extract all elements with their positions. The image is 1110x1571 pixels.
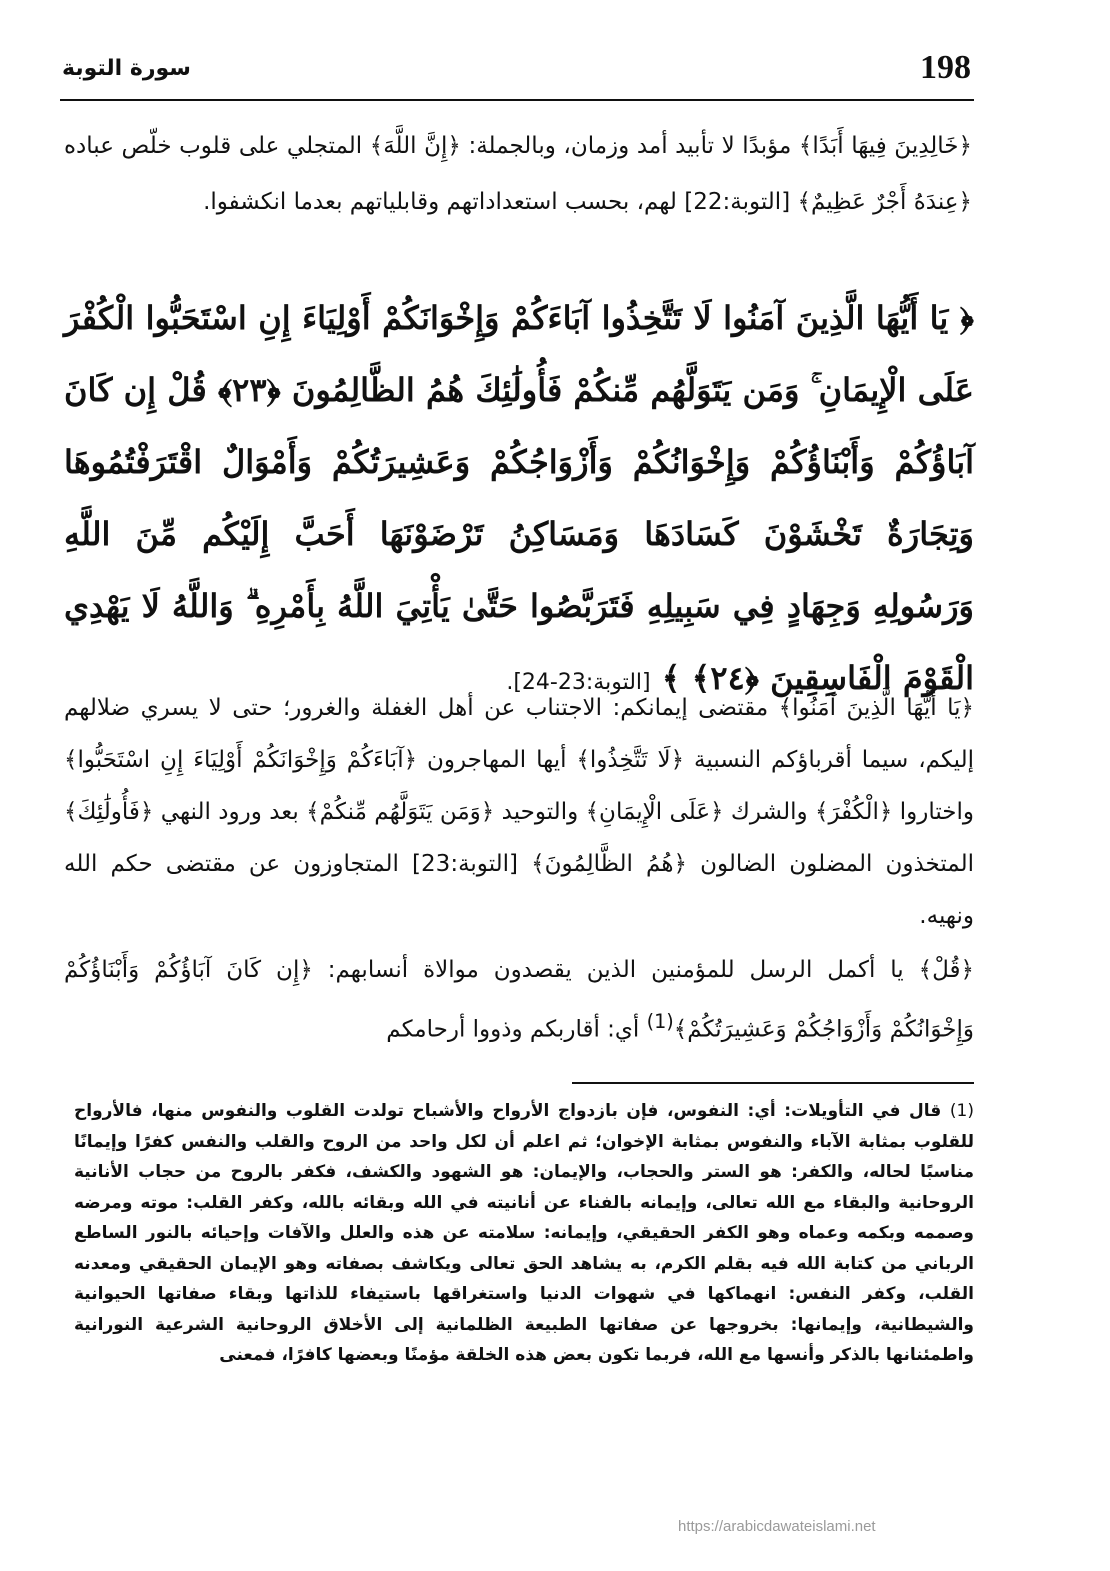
tafsir-text: ﴿خَالِدِينَ فِيهَا أَبَدًا﴾ مؤبدًا لا تأبيد أمد وزمان، وبالجملة: ﴿إِنَّ اللَّهَ﴾ المتجلي على قلوب خلّص عباده ﴿عِندَهُ أَجْرٌ عَظِيمٌ﴾ [التوبة:22] لهم، بحسب استعداداتهم وقابلياتهم بعدما انكشفوا. (64, 133, 972, 215)
quran-verse-block (64, 282, 974, 719)
tafsir-text: ﴿يَا أَيُّهَا الَّذِينَ آمَنُوا﴾ مقتضى إيمانكم: الاجتناب عن أهل الغفلة والغرور؛ حتى لا يسري ضلالهم إليكم، سيما أقرباؤكم النسبية ﴿لَا تَتَّخِذُوا﴾ أيها المهاجرون ﴿آبَاءَكُمْ وَإِخْوَانَكُمْ أَوْلِيَاءَ إِنِ اسْتَحَبُّوا﴾ واختاروا ﴿الْكُفْرَ﴾ والشرك ﴿عَلَى الْإِيمَانِ﴾ والتوحيد ﴿وَمَن يَتَوَلَّهُم مِّنكُمْ﴾ بعد ورود النهي ﴿فَأُولَٰئِكَ﴾ المتخذون المضلون الضالون ﴿هُمُ الظَّالِمُونَ﴾ [التوبة:23] المتجاوزون عن مقتضى حكم الله ونهيه. (64, 695, 974, 929)
watermark-url: https://arabicdawateislami.net (678, 1518, 876, 1535)
surah-title: سورة التوبة (62, 56, 191, 81)
verse-reference: [التوبة:23-24]. (506, 670, 651, 695)
verse-text: ﴿ يَا أَيُّهَا الَّذِينَ آمَنُوا لَا تَتَّخِذُوا آبَاءَكُمْ وَإِخْوَانَكُمْ أَوْلِيَاءَ إِنِ اسْتَحَبُّوا الْكُفْرَ عَلَى الْإِيمَانِ ۚ وَمَن يَتَوَلَّهُم مِّنكُمْ فَأُولَٰئِكَ هُمُ الظَّالِمُونَ ﴿٢٣﴾ قُلْ إِن كَانَ آبَاؤُكُمْ وَأَبْنَاؤُكُمْ وَإِخْوَانُكُمْ وَأَزْوَاجُكُمْ وَعَشِيرَتُكُمْ وَأَمْوَالٌ اقْتَرَفْتُمُوهَا وَتِجَارَةٌ تَخْشَوْنَ كَسَادَهَا وَمَسَاكِنُ تَرْضَوْنَهَا أَحَبَّ إِلَيْكُم مِّنَ اللَّهِ وَرَسُولِهِ وَجِهَادٍ فِي سَبِيلِهِ فَتَرَبَّصُوا حَتَّىٰ يَأْتِيَ اللَّهُ بِأَمْرِهِ ۗ وَاللَّهُ لَا يَهْدِي الْقَوْمَ الْفَاسِقِينَ ﴿٢٤﴾ ﴾ (64, 299, 974, 697)
tafsir-paragraph-1 (64, 118, 972, 230)
header-divider (60, 99, 974, 101)
footnote-reference[interactable]: (1) (646, 1010, 674, 1033)
footnote-divider (572, 1082, 974, 1084)
tafsir-paragraph-3 (64, 944, 974, 1056)
page-number: 198 (920, 49, 971, 86)
tafsir-paragraph-2 (64, 682, 974, 942)
footnote-marker: (1) (949, 1101, 975, 1121)
tafsir-text-continued: أي: أقاربكم وذووا أرحامكم (386, 1016, 647, 1043)
tafsir-text: ﴿قُلْ﴾ يا أكمل الرسل للمؤمنين الذين يقصدون موالاة أنسابهم: ﴿إِن كَانَ آبَاؤُكُمْ وَأَبْنَاؤُكُمْ وَإِخْوَانُكُمْ وَأَزْوَاجُكُمْ وَعَشِيرَتُكُمْ﴾ (64, 957, 974, 1043)
footnote-text: قال في التأويلات: أي: النفوس، فإن بازدواج الأرواح والأشباح تولدت القلوب والنفوس منها، فالأرواح للقلوب بمثابة الآباء والنفوس بمثابة الإخوان؛ ثم اعلم أن لكل واحد من الروح والقلب والنفس كفرًا وإيمانًا مناسبًا لحاله، والكفر: هو الستر والحجاب، والإيمان: هو الشهود والكشف، فكفر بالروح من حجاب الأنانية الروحانية والبقاء مع الله تعالى، وإيمانه بالفناء عن أنانيته في الله وبقائه بالله، وكفر القلب: موته ومرضه وصممه وبكمه وعماه وهو الكفر الحقيقي، وإيمانه: سلامته عن هذه والعلل والآفات وإحيائه بالنور الساطع الرباني من كتابة الله فيه بقلم الكرم، به يشاهد الحق تعالى ويكاشف بصفاته وهو الإيمان الحقيقي ومعدنه القلب، وكفر النفس: انهماكها في شهوات الدنيا واستغراقها باستيفاء للذاتها وبقاء صفاتها الحيوانية والشيطانية، وإيمانها: بخروجها عن صفاتها الطبيعة الظلمانية إلى الأخلاق الروحانية الشرعية النورانية واطمئنانها بالذكر وأنسها مع الله، فربما تكون بعض هذه الخلقة مؤمنًا وبعضها كافرًا، فمعنى (74, 1101, 974, 1365)
footnote (74, 1096, 974, 1371)
